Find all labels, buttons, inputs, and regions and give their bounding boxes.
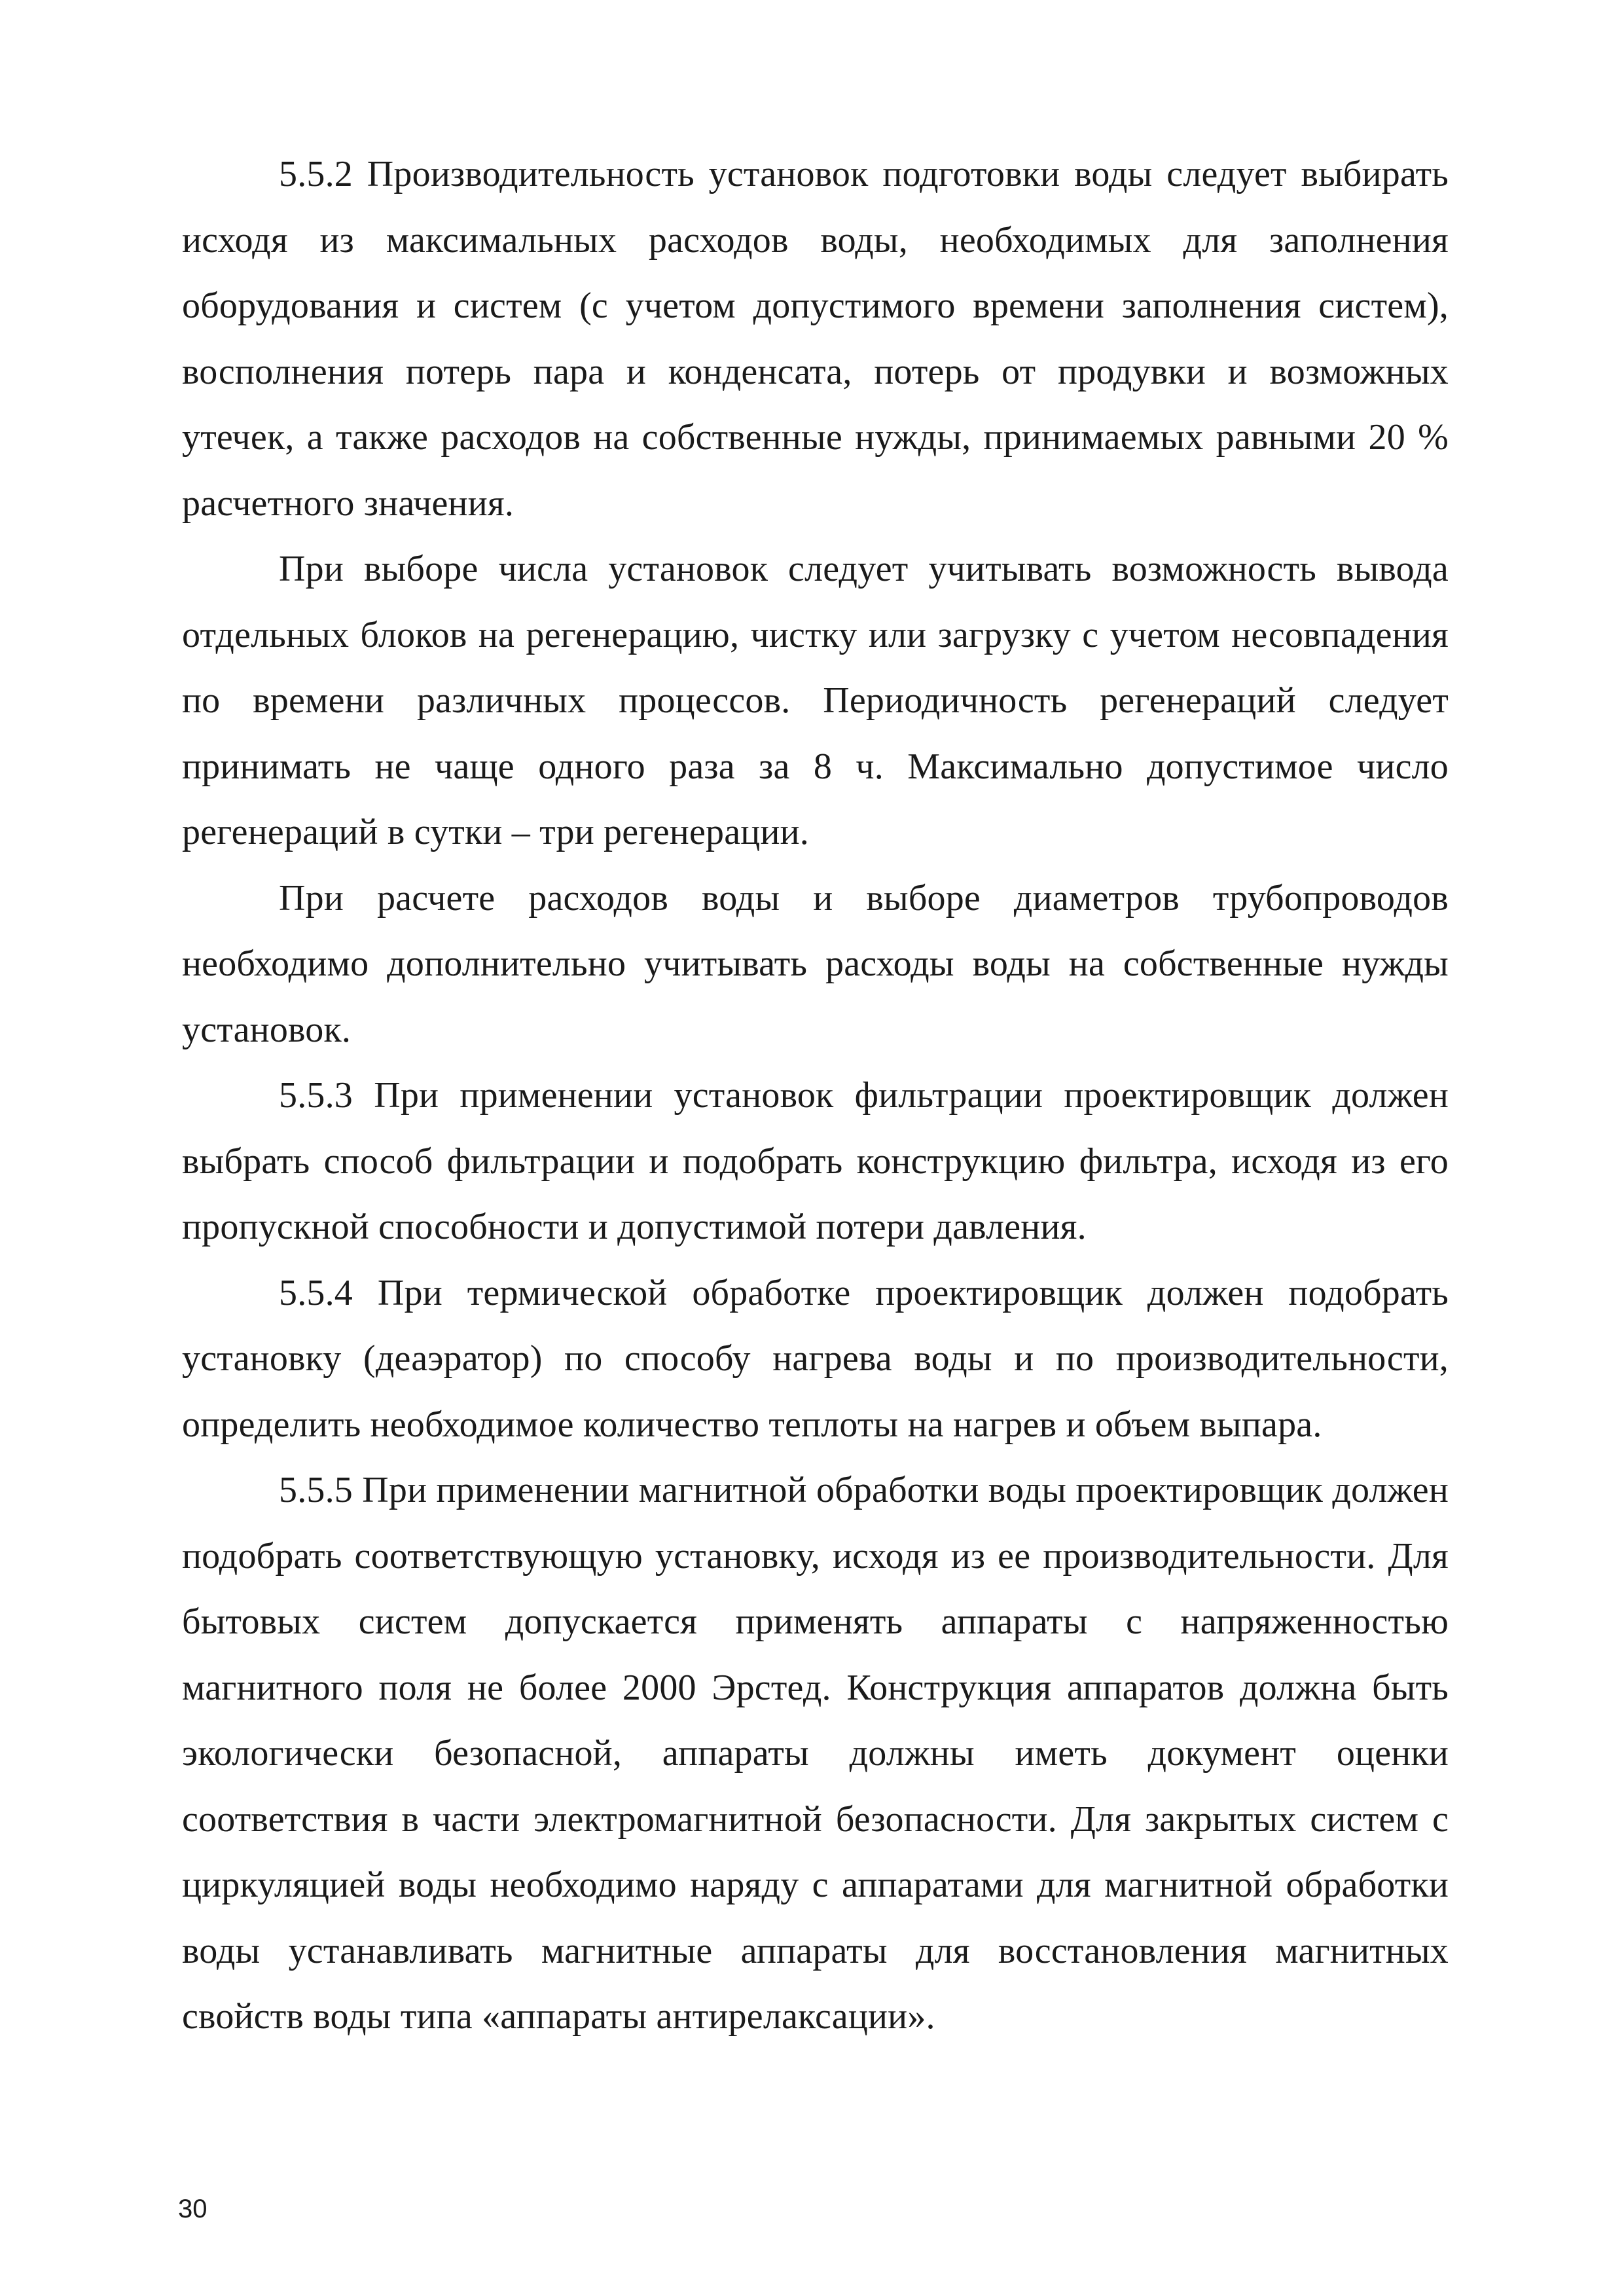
document-body [182,141,1449,2050]
paragraph-5-5-2: 5.5.2 Производительность установок подготовки воды следует выбирать исходя из максимальных расходов воды, необходимых для заполнения оборудования и систем (с учетом допустимого времени заполнения систем), восполнения потерь пара и конденсата, потерь от продувки и возможных утечек, а также расходов на собственные нужды, принимаемых равными 20 % расчетного значения. [182,154,1449,524]
paragraph-5-5-4: 5.5.4 При термической обработке проектировщик должен подобрать установку (деаэратор) по способу нагрева воды и по производительности, определить необходимое количество теплоты на нагрев и объем выпара. [182,1272,1449,1445]
paragraph-5-5-5: 5.5.5 При применении магнитной обработки воды проектировщик должен подобрать соответствующую установку, исходя из ее производительности. Для бытовых систем допускается применять аппараты с напряженностью магнитного поля не более 2000 Эрстед. Конструкция аппаратов должна быть экологически безопасной, аппараты должны иметь документ оценки соответствия в части электромагнитной безопасности. Для закрытых систем с циркуляцией воды необходимо наряду с аппаратами для магнитной обработки воды устанавливать магнитные аппараты для восстановления магнитных свойств воды типа «аппараты антирелаксации». [182,1470,1449,2037]
paragraph-pipe-diameters: При расчете расходов воды и выборе диаметров трубопроводов необходимо дополнительно учитывать расходы воды на собственные нужды установок. [182,877,1449,1050]
paragraph-regeneration: При выборе числа установок следует учитывать возможность вывода отдельных блоков на регенерацию, чистку или загрузку с учетом несовпадения по времени различных процессов. Периодичность регенераций следует принимать не чаще одного раза за 8 ч. Максимально допустимое число регенераций в сутки – три регенерации. [182,549,1449,852]
page-number: 30 [178,2195,208,2223]
paragraph-5-5-3: 5.5.3 При применении установок фильтрации проектировщик должен выбрать способ фильтрации и подобрать конструкцию фильтра, исходя из его пропускной способности и допустимой потери давления. [182,1075,1449,1247]
